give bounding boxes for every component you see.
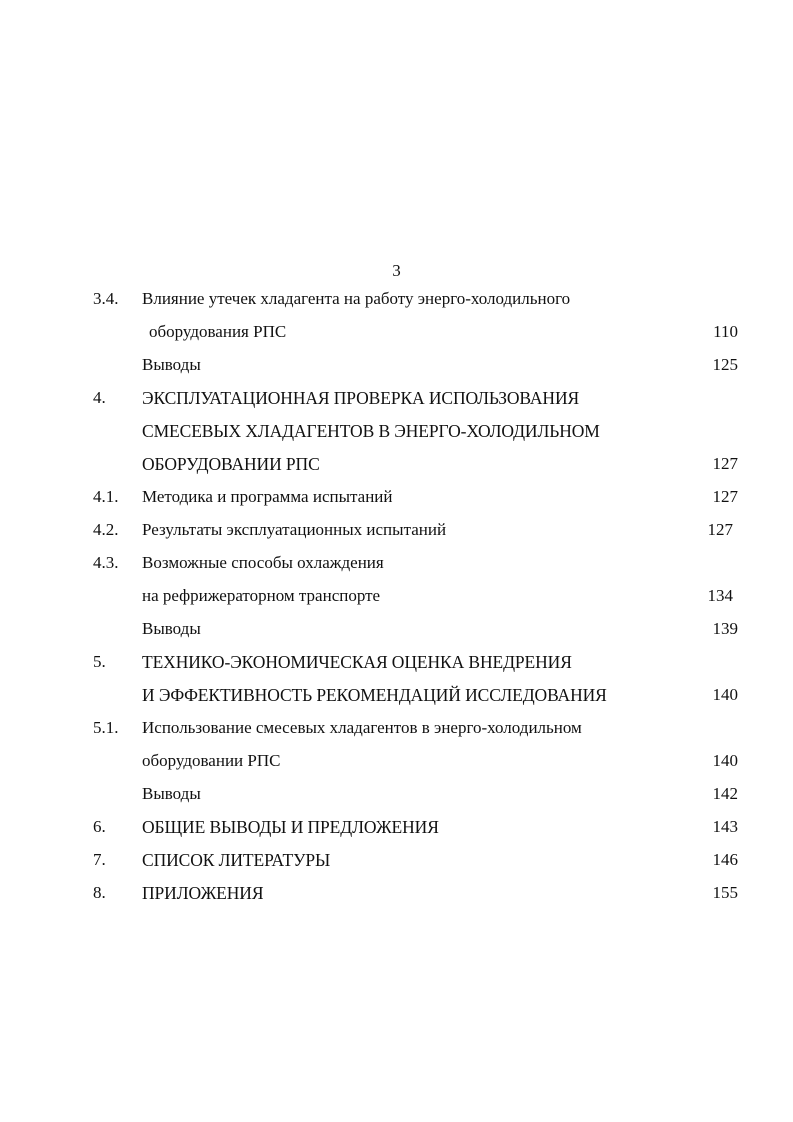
toc-row-4-1	[0, 484, 793, 517]
toc-page: 139	[712, 619, 738, 638]
toc-title: И ЭФФЕКТИВНОСТЬ РЕКОМЕНДАЦИЙ ИССЛЕДОВАНИЯ	[142, 685, 607, 705]
toc-row-6	[0, 814, 793, 847]
toc-row-5-cont	[0, 682, 793, 715]
toc-page: 127	[707, 520, 733, 539]
toc-number: 4.3.	[93, 553, 119, 572]
toc-row-4	[0, 385, 793, 418]
toc-row-3-4	[0, 286, 793, 319]
toc-title: оборудования РПС	[149, 322, 287, 341]
toc-number: 4.1.	[93, 487, 119, 506]
toc-row-4-cont-2	[0, 451, 793, 484]
toc-title: ОБОРУДОВАНИИ РПС	[142, 454, 320, 474]
toc-page: 125	[712, 355, 738, 374]
toc-row-3-conclusions	[0, 352, 793, 385]
toc-row-7	[0, 847, 793, 880]
toc-page: 146	[712, 850, 738, 869]
toc-title: Выводы	[142, 355, 201, 374]
toc-title: Результаты эксплуатационных испытаний	[142, 520, 447, 539]
toc-title: ПРИЛОЖЕНИЯ	[142, 883, 264, 903]
toc-title: ЭКСПЛУАТАЦИОННАЯ ПРОВЕРКА ИСПОЛЬЗОВАНИЯ	[142, 388, 580, 408]
toc-number: 5.	[93, 652, 106, 671]
toc-row-4-3	[0, 550, 793, 583]
toc-row-4-2	[0, 517, 793, 550]
toc-number: 6.	[93, 817, 106, 836]
toc-page: 143	[712, 817, 738, 836]
toc-title: СПИСОК ЛИТЕРАТУРЫ	[142, 850, 331, 870]
toc-page: 140	[712, 685, 738, 704]
toc-title: Выводы	[142, 619, 201, 638]
toc-number: 5.1.	[93, 718, 119, 737]
toc-row-5-conclusions	[0, 781, 793, 814]
toc-row-5-1-cont	[0, 748, 793, 781]
toc-page: 134	[707, 586, 733, 605]
toc-page: 155	[712, 883, 738, 902]
toc-title: Возможные способы охлаждения	[142, 553, 384, 572]
toc-title: Влияние утечек хладагента на работу энерго-холодильного	[142, 289, 571, 308]
toc-page: 140	[712, 751, 738, 770]
toc-title: Использование смесевых хладагентов в энерго-холодильном	[142, 718, 582, 737]
page-number: 3	[392, 261, 401, 280]
toc-row-4-3-cont	[0, 583, 793, 616]
toc-row-8	[0, 880, 793, 913]
toc-number: 7.	[93, 850, 106, 869]
toc-page: 142	[712, 784, 738, 803]
toc-title: ТЕХНИКО-ЭКОНОМИЧЕСКАЯ ОЦЕНКА ВНЕДРЕНИЯ	[142, 652, 572, 672]
toc-title: Выводы	[142, 784, 201, 803]
toc-page: 127	[712, 487, 738, 506]
toc-number: 8.	[93, 883, 106, 902]
toc-row-5-1	[0, 715, 793, 748]
toc-title: Методика и программа испытаний	[142, 487, 393, 506]
toc-number: 4.	[93, 388, 106, 407]
toc-page: 110	[713, 322, 738, 341]
toc-title: на рефрижераторном транспорте	[142, 586, 381, 605]
toc-title: ОБЩИЕ ВЫВОДЫ И ПРЕДЛОЖЕНИЯ	[142, 817, 439, 837]
toc-page: 127	[712, 454, 738, 473]
toc-title: СМЕСЕВЫХ ХЛАДАГЕНТОВ В ЭНЕРГО-ХОЛОДИЛЬНОМ	[142, 421, 600, 441]
toc-row-4-cont-1	[0, 418, 793, 451]
toc-row-4-conclusions	[0, 616, 793, 649]
toc-number: 3.4.	[93, 289, 119, 308]
toc-title: оборудовании РПС	[142, 751, 281, 770]
table-of-contents	[0, 286, 793, 913]
toc-row-3-4-cont	[0, 319, 793, 352]
toc-number: 4.2.	[93, 520, 119, 539]
toc-row-5	[0, 649, 793, 682]
